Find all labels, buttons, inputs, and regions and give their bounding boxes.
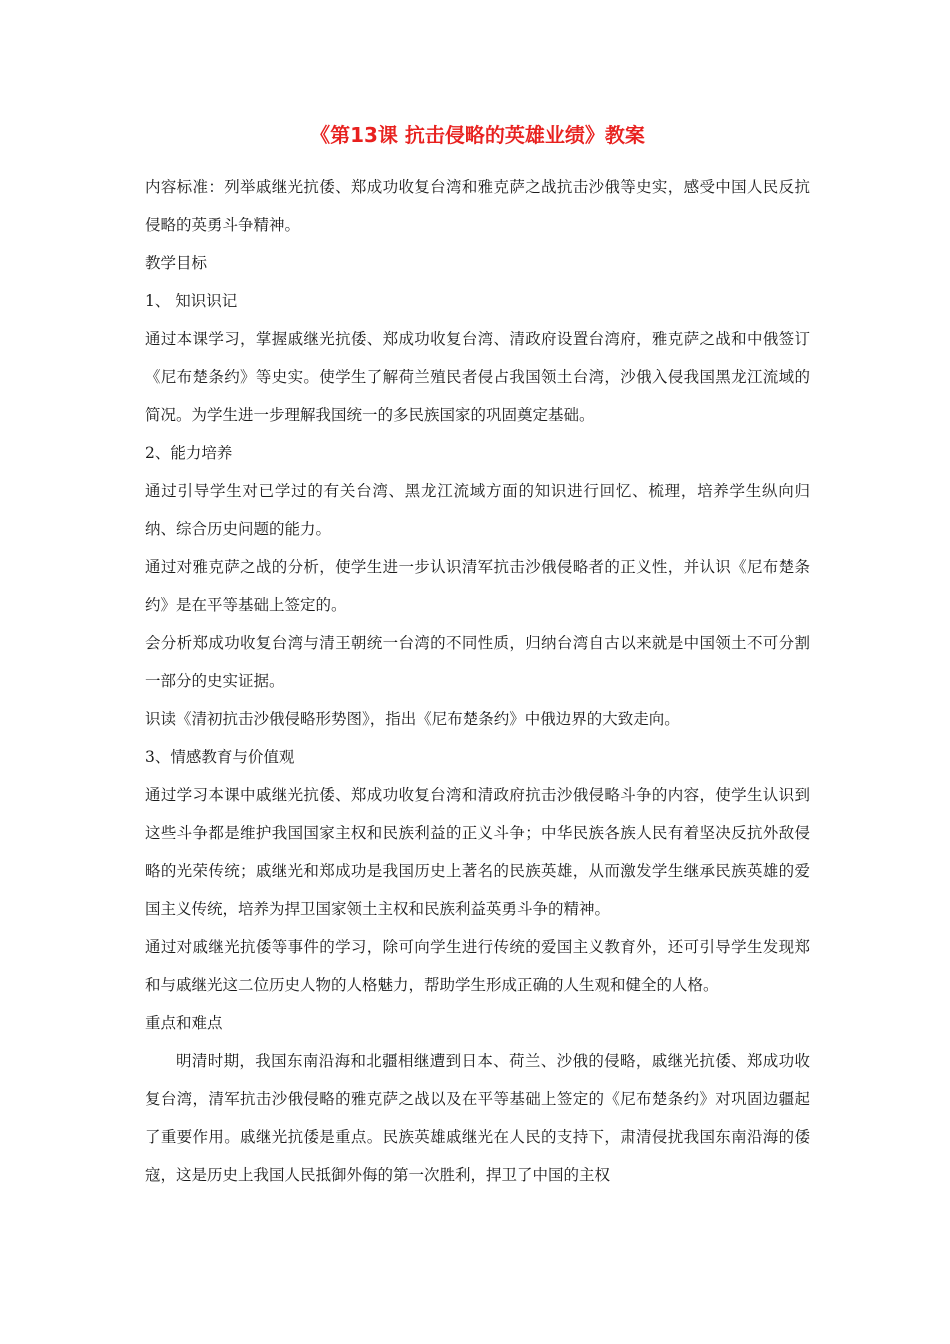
emotion-paragraph-1: 通过学习本课中戚继光抗倭、郑成功收复台湾和清政府抗击沙俄侵略斗争的内容，使学生认识到这些斗争都是维护我国国家主权和民族利益的正义斗争；中华民族各族人民有着坚决反抗外敌侵略的光荣传统；戚继光和郑成功是我国历史上著名的民族英雄，从而激发学生继承民族英雄的爱国主义传统，培养为捍卫国家领土主权和民族利益英勇斗争的精神。 [145,786,810,918]
content-standard-paragraph: 内容标准：列举戚继光抗倭、郑成功收复台湾和雅克萨之战抗击沙俄等史实，感受中国人民反抗侵略的英勇斗争精神。 [145,178,810,234]
ability-paragraph-1: 通过引导学生对已学过的有关台湾、黑龙江流域方面的知识进行回忆、梳理，培养学生纵向归纳、综合历史问题的能力。 [145,482,810,538]
ability-paragraph-2: 通过对雅克萨之战的分析，使学生进一步认识清军抗击沙俄侵略者的正义性，并认识《尼布楚条约》是在平等基础上签定的。 [145,558,810,614]
ability-paragraph-3: 会分析郑成功收复台湾与清王朝统一台湾的不同性质，归纳台湾自古以来就是中国领土不可分割一部分的史实证据。 [145,634,810,690]
document-title: 《第13课 抗击侵略的英雄业绩》教案 [310,123,645,147]
section-heading-key-points: 重点和难点 [145,1014,223,1032]
subheading-knowledge: 1、 知识识记 [145,292,238,310]
document-page [145,118,810,1194]
subheading-ability: 2、能力培养 [145,444,233,462]
knowledge-paragraph: 通过本课学习，掌握戚继光抗倭、郑成功收复台湾、清政府设置台湾府，雅克萨之战和中俄签订《尼布楚条约》等史实。使学生了解荷兰殖民者侵占我国领土台湾，沙俄入侵我国黑龙江流域的简况。为学生进一步理解我国统一的多民族国家的巩固奠定基础。 [145,330,810,424]
key-points-paragraph: 明清时期，我国东南沿海和北疆相继遭到日本、荷兰、沙俄的侵略，戚继光抗倭、郑成功收复台湾，清军抗击沙俄侵略的雅克萨之战以及在平等基础上签定的《尼布楚条约》对巩固边疆起了重要作用。戚继光抗倭是重点。民族英雄戚继光在人民的支持下，肃清侵扰我国东南沿海的倭寇，这是历史上我国人民抵御外侮的第一次胜利，捍卫了中国的主权 [145,1052,810,1184]
section-heading-teaching-goals: 教学目标 [145,254,208,272]
subheading-emotion-values: 3、情感教育与价值观 [145,748,295,766]
emotion-paragraph-2: 通过对戚继光抗倭等事件的学习，除可向学生进行传统的爱国主义教育外，还可引导学生发现郑和与戚继光这二位历史人物的人格魅力，帮助学生形成正确的人生观和健全的人格。 [145,938,810,994]
ability-paragraph-4: 识读《清初抗击沙俄侵略形势图》，指出《尼布楚条约》中俄边界的大致走向。 [145,710,680,728]
